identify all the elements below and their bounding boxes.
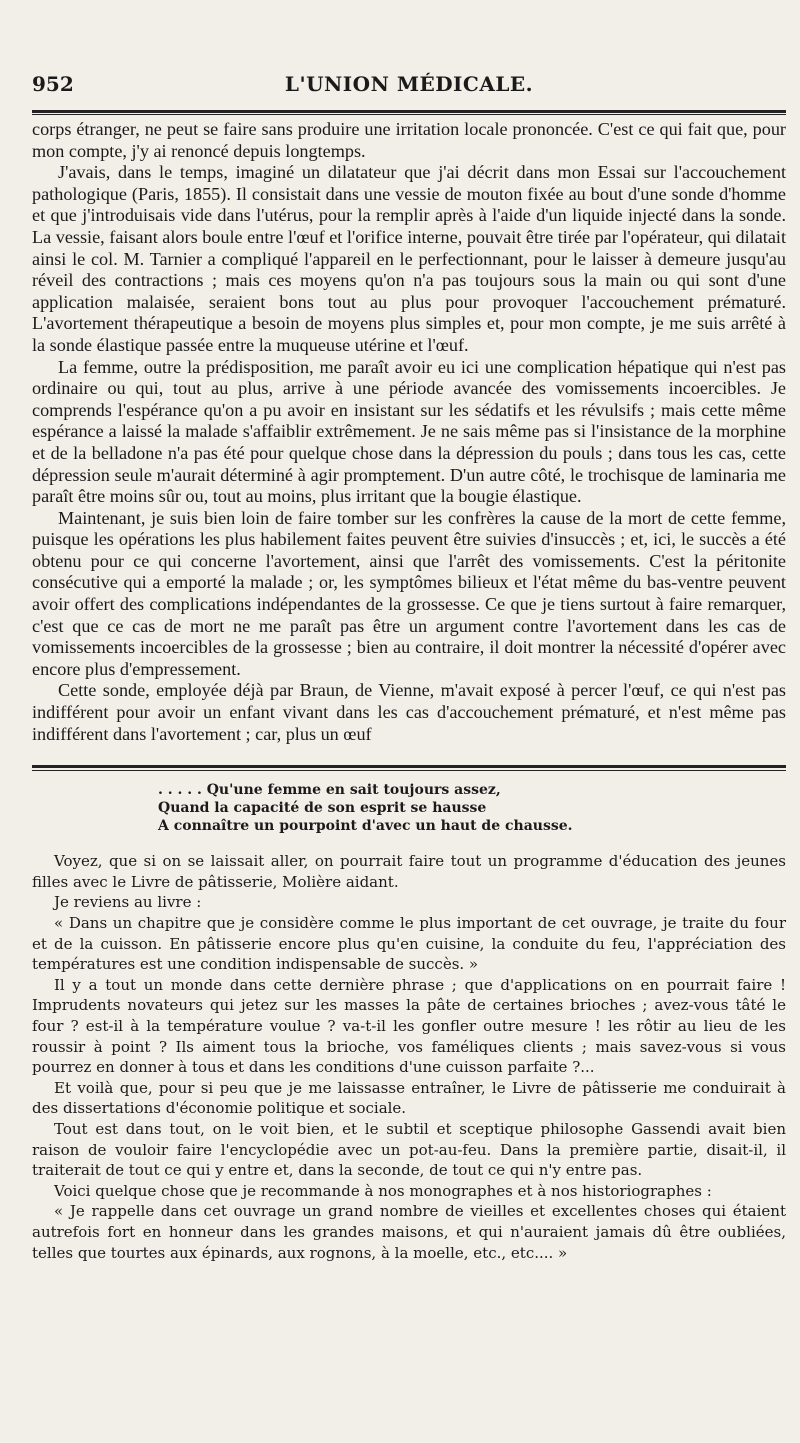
journal-title: L'UNION MÉDICALE. [284, 72, 534, 96]
feuilleton [32, 781, 786, 1263]
feuilleton-paragraph: Voici quelque chose que je recommande à nos monographes et à nos historiographes : [54, 1181, 712, 1200]
header-rule-thin [32, 114, 786, 115]
page-header [32, 72, 786, 102]
paragraph: La femme, outre la prédisposition, me paraît avoir eu ici une complication hépatique qui n'est pas ordinaire ou qui, tout au plus, arrive à une période avancée des vomissements incoercibles. Je comprends l'espérance qu'on a pu avoir en insistant sur les sédatifs et les révulsifs ; mais cette même espérance a laissé la malade s'affaiblir extrêmement. Je ne sais même pas si l'insistance de la morphine et de la belladone n'a pas été pour quelque chose dans la dépression du pouls ; dans tous les cas, cette dépression seule m'aurait déterminé à agir promptement. D'un autre côté, le trochisque de laminaria me paraît être moins sûr ou, tout au moins, plus irritant que la bougie élastique. [32, 356, 786, 507]
verse-line: A connaître un pourpoint d'avec un haut de chausse. [158, 818, 573, 835]
feuilleton-paragraph: Je reviens au livre : [54, 893, 202, 912]
main-article [32, 119, 786, 745]
feuilleton-paragraph: Tout est dans tout, on le voit bien, et le subtil et sceptique philosophe Gassendi avait bien raison de vouloir faire l'encyclopédie avec un pot-au-feu. Dans la première partie, disait-il, il traiterait de tout ce qui y entre et, dans la seconde, de tout ce qui n'y entre pas. [32, 1119, 786, 1180]
header-rule [32, 110, 786, 113]
feuilleton-paragraph: « Dans un chapitre que je considère comme le plus important de cet ouvrage, je traite du four et de la cuisson. En pâtisserie encore plus qu'en cuisine, la conduite du feu, l'appréciation des températures est une condition indispensable de succès. » [32, 914, 786, 974]
feuilleton-paragraph: Il y a tout un monde dans cette dernière phrase ; que d'applications on en pourrait faire ! Imprudents novateurs qui jetez sur les masses la pâte de certaines brioches ; avez-vous tâté le four ? est-il à la température voulue ? va-t-il les gonfler outre mesure ! les rôtir au lieu de les roussir à point ? Ils aiment tous la brioche, vos faméliques clients ; mais savez-vous si vous pourrez en donner à tous et dans les conditions d'une cuisson parfaite ?... [32, 975, 786, 1077]
verse-quote [158, 781, 786, 835]
feuilleton-separator-thin [32, 770, 786, 771]
feuilleton-separator [32, 765, 786, 768]
paragraph: Cette sonde, employée déjà par Braun, de Vienne, m'avait exposé à percer l'œuf, ce qui n'est pas indifférent pour avoir un enfant vivant dans les cas d'accouchement prématuré, et n'est même pas indifférent dans l'avortement ; car, plus un œuf [32, 680, 786, 744]
feuilleton-paragraph: Et voilà que, pour si peu que je me laissasse entraîner, le Livre de pâtisserie me conduirait à des dissertations d'économie politique et sociale. [32, 1078, 786, 1118]
feuilleton-paragraph: « Je rappelle dans cet ouvrage un grand nombre de vieilles et excellentes choses qui étaient autrefois fort en honneur dans les grandes maisons, et qui n'auraient jamais dû être oubliées, telles que tourtes aux épinards, aux rognons, à la moelle, etc., etc.... » [32, 1202, 786, 1262]
paragraph: J'avais, dans le temps, imaginé un dilatateur que j'ai décrit dans mon Essai sur l'accouchement pathologique (Paris, 1855). Il consistait dans une vessie de mouton fixée au bout d'une sonde d'homme et que j'introduisais vide dans l'utérus, pour la remplir après à l'aide d'un liquide injecté dans la sonde. La vessie, faisant alors boule entre l'œuf et l'orifice interne, pouvait être tirée par l'opérateur, qui dilatait ainsi le col. M. Tarnier a compliqué l'appareil en le perfectionnant, pour le laisser à demeure jusqu'au réveil des contractions ; mais ces moyens qu'on n'a pas toujours sous la main ou qui sont d'une application malaisée, seraient bons tout au plus pour provoquer l'accouchement prématuré. L'avortement thérapeutique a besoin de moyens plus simples et, pour mon compte, je me suis arrêté à la sonde élastique passée entre la muqueuse utérine et l'œuf. [32, 162, 786, 355]
verse-line: . . . . . Qu'une femme en sait toujours assez, [158, 782, 501, 799]
verse-line: Quand la capacité de son esprit se hausse [158, 800, 487, 817]
paragraph: Maintenant, je suis bien loin de faire tomber sur les confrères la cause de la mort de cette femme, puisque les opérations les plus habilement faites peuvent être suivies d'insuccès ; et, ici, le succès a été obtenu pour ce qui concerne l'avortement, ainsi que l'arrêt des vomissements. C'est la péritonite consécutive qui a emporté la malade ; or, les symptômes bilieux et l'état même du bas-ventre peuvent avoir offert des complications indépendantes de la grossesse. Ce que je tiens surtout à faire remarquer, c'est que ce cas de mort ne me paraît pas être un argument contre l'avortement dans les cas de vomissements incoercibles de la grossesse ; bien au contraire, il doit montrer la nécessité d'opérer avec encore plus d'empressement. [32, 507, 786, 679]
paragraph: corps étranger, ne peut se faire sans produire une irritation locale prononcée. C'est ce qui fait que, pour mon compte, j'y ai renoncé depuis longtemps. [32, 119, 786, 161]
page-number: 952 [32, 72, 74, 96]
feuilleton-paragraph: Voyez, que si on se laissait aller, on pourrait faire tout un programme d'éducation des jeunes filles avec le Livre de pâtisserie, Molière aidant. [32, 852, 786, 891]
